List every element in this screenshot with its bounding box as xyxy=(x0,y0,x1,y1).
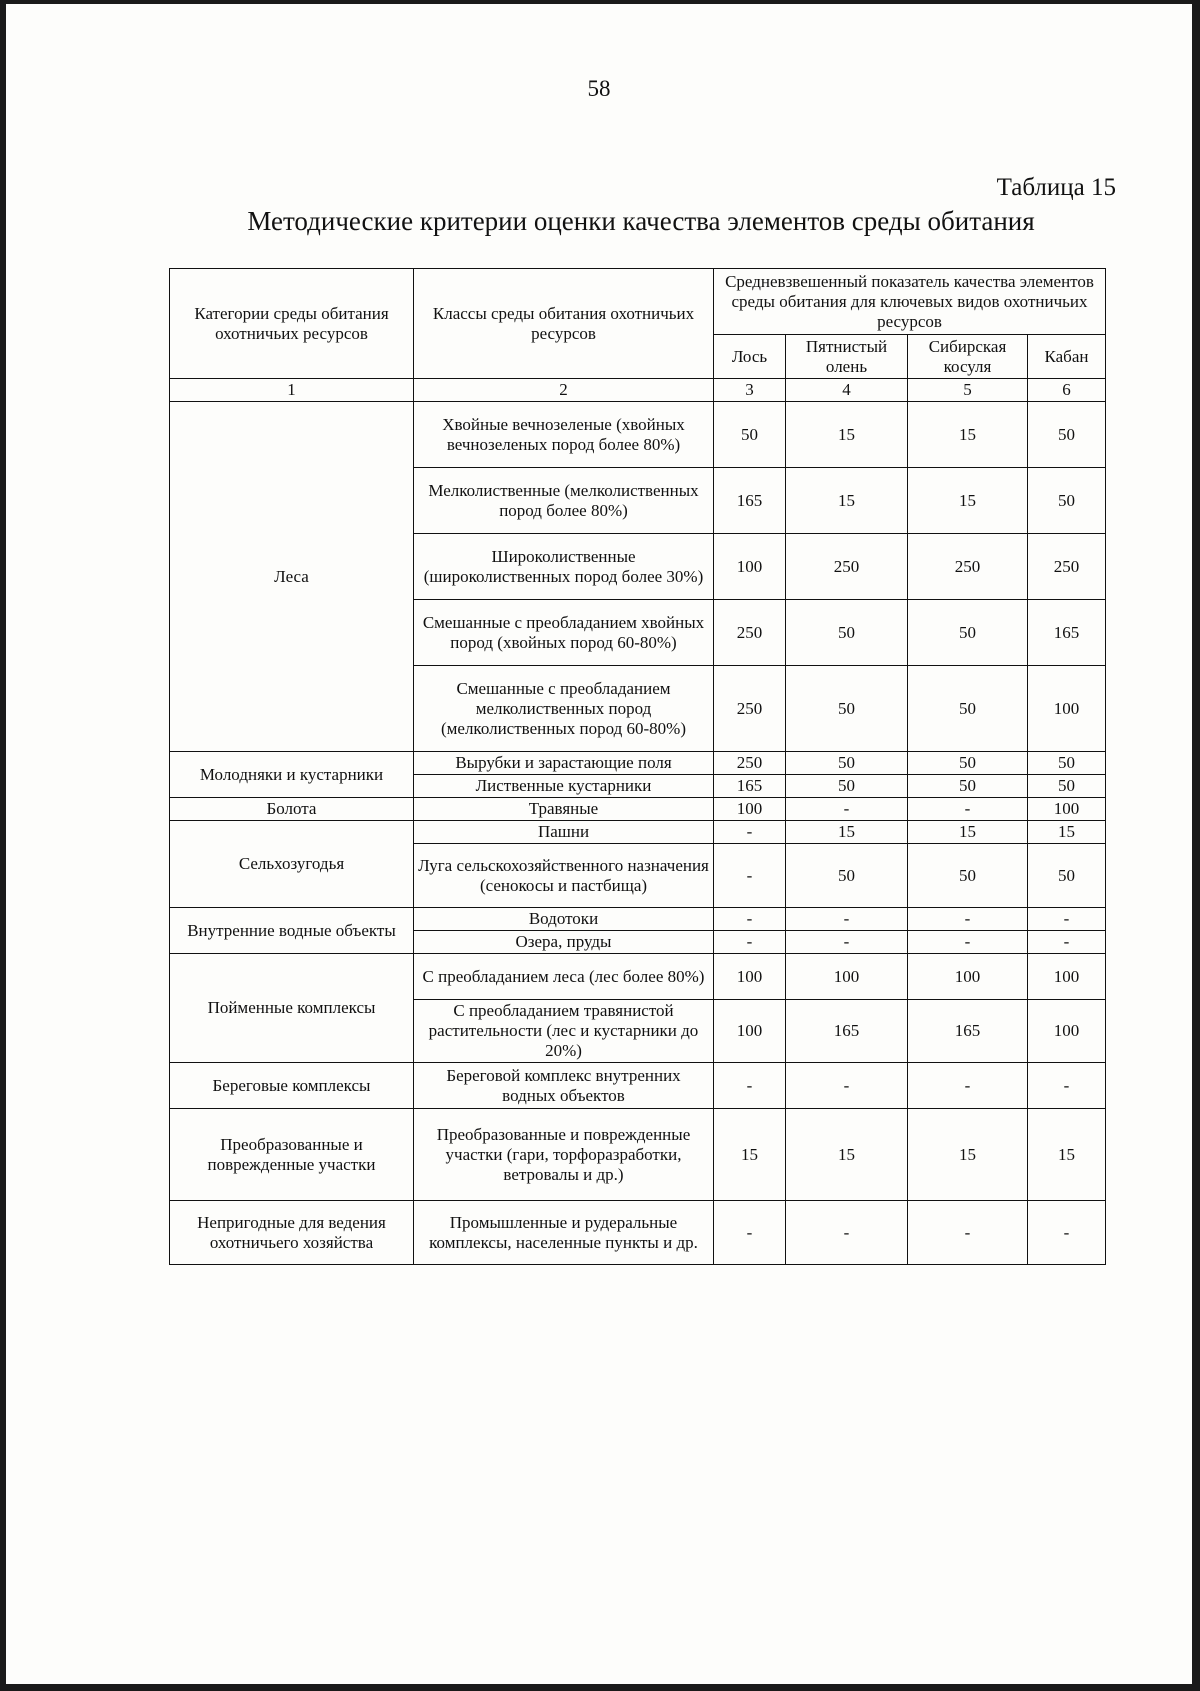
header-species-moose: Лось xyxy=(714,335,786,379)
class-cell: Лиственные кустарники xyxy=(414,775,714,798)
column-number: 4 xyxy=(786,379,908,402)
value-cell: - xyxy=(714,844,786,908)
value-cell: 165 xyxy=(714,775,786,798)
value-cell: 100 xyxy=(714,954,786,1000)
table-row xyxy=(170,1063,1106,1109)
value-cell: 15 xyxy=(908,821,1028,844)
column-number: 6 xyxy=(1028,379,1106,402)
class-cell: Водотоки xyxy=(414,908,714,931)
table-row xyxy=(170,908,1106,931)
class-cell: Луга сельскохозяйственного назначения (сенокосы и пастбища) xyxy=(414,844,714,908)
header-species-boar: Кабан xyxy=(1028,335,1106,379)
value-cell: - xyxy=(908,1201,1028,1265)
category-cell: Болота xyxy=(170,798,414,821)
value-cell: 15 xyxy=(1028,821,1106,844)
class-cell: Береговой комплекс внутренних водных объектов xyxy=(414,1063,714,1109)
table-label: Таблица 15 xyxy=(996,174,1116,201)
value-cell: - xyxy=(1028,931,1106,954)
value-cell: - xyxy=(908,798,1028,821)
value-cell: 165 xyxy=(714,468,786,534)
value-cell: - xyxy=(714,1063,786,1109)
table-row xyxy=(170,1201,1106,1265)
value-cell: 15 xyxy=(786,402,908,468)
category-cell: Леса xyxy=(170,402,414,752)
class-cell: С преобладанием леса (лес более 80%) xyxy=(414,954,714,1000)
value-cell: 50 xyxy=(908,752,1028,775)
class-cell: Преобразованные и поврежденные участки (гари, торфоразработки, ветровалы и др.) xyxy=(414,1109,714,1201)
value-cell: 100 xyxy=(1028,954,1106,1000)
page-number: 58 xyxy=(587,76,611,101)
value-cell: - xyxy=(714,908,786,931)
value-cell: - xyxy=(786,1063,908,1109)
value-cell: 50 xyxy=(1028,402,1106,468)
value-cell: 165 xyxy=(1028,600,1106,666)
value-cell: - xyxy=(908,931,1028,954)
value-cell: 15 xyxy=(786,468,908,534)
header-indicator: Средневзвешенный показатель качества элементов среды обитания для ключевых видов охотничьих ресурсов xyxy=(714,269,1106,335)
document-page xyxy=(6,4,1192,1684)
class-cell: Травяные xyxy=(414,798,714,821)
header-class: Классы среды обитания охотничьих ресурсов xyxy=(414,269,714,379)
value-cell: 100 xyxy=(714,534,786,600)
class-cell: Вырубки и зарастающие поля xyxy=(414,752,714,775)
value-cell: 100 xyxy=(714,798,786,821)
value-cell: - xyxy=(714,931,786,954)
value-cell: 100 xyxy=(714,1000,786,1063)
value-cell: - xyxy=(1028,908,1106,931)
class-cell: С преобладанием травянистой растительности (лес и кустарники до 20%) xyxy=(414,1000,714,1063)
value-cell: 15 xyxy=(908,402,1028,468)
value-cell: - xyxy=(714,1201,786,1265)
class-cell: Смешанные с преобладанием мелколиственных пород (мелколиственных пород 60-80%) xyxy=(414,666,714,752)
value-cell: 50 xyxy=(908,600,1028,666)
header-species-roe-deer: Сибирская косуля xyxy=(908,335,1028,379)
value-cell: 15 xyxy=(786,1109,908,1201)
value-cell: 250 xyxy=(908,534,1028,600)
value-cell: - xyxy=(908,908,1028,931)
class-cell: Пашни xyxy=(414,821,714,844)
header-species-sika-deer: Пятнистый олень xyxy=(786,335,908,379)
table-row xyxy=(170,821,1106,844)
value-cell: - xyxy=(908,1063,1028,1109)
value-cell: 50 xyxy=(908,666,1028,752)
value-cell: 250 xyxy=(1028,534,1106,600)
value-cell: 100 xyxy=(1028,666,1106,752)
class-cell: Широколиственные (широколиственных пород более 30%) xyxy=(414,534,714,600)
value-cell: 15 xyxy=(908,1109,1028,1201)
value-cell: - xyxy=(714,821,786,844)
value-cell: 100 xyxy=(1028,798,1106,821)
table-row xyxy=(170,954,1106,1000)
value-cell: 15 xyxy=(786,821,908,844)
table-title: Методические критерии оценки качества элементов среды обитания xyxy=(247,206,1035,236)
table-row xyxy=(170,402,1106,468)
value-cell: - xyxy=(1028,1063,1106,1109)
value-cell: 250 xyxy=(714,600,786,666)
category-cell: Береговые комплексы xyxy=(170,1063,414,1109)
value-cell: 165 xyxy=(786,1000,908,1063)
value-cell: 15 xyxy=(1028,1109,1106,1201)
class-cell: Мелколиственные (мелколиственных пород более 80%) xyxy=(414,468,714,534)
value-cell: 50 xyxy=(1028,844,1106,908)
class-cell: Смешанные с преобладанием хвойных пород (хвойных пород 60-80%) xyxy=(414,600,714,666)
value-cell: 50 xyxy=(714,402,786,468)
column-number: 5 xyxy=(908,379,1028,402)
category-cell: Преобразованные и поврежденные участки xyxy=(170,1109,414,1201)
table-row xyxy=(170,1109,1106,1201)
column-number: 1 xyxy=(170,379,414,402)
value-cell: 15 xyxy=(714,1109,786,1201)
value-cell: 100 xyxy=(908,954,1028,1000)
category-cell: Сельхозугодья xyxy=(170,821,414,908)
table-row xyxy=(170,798,1106,821)
value-cell: 250 xyxy=(786,534,908,600)
value-cell: 50 xyxy=(1028,775,1106,798)
value-cell: 50 xyxy=(786,844,908,908)
value-cell: 50 xyxy=(908,844,1028,908)
value-cell: 250 xyxy=(714,666,786,752)
value-cell: - xyxy=(786,931,908,954)
value-cell: 15 xyxy=(908,468,1028,534)
value-cell: 50 xyxy=(908,775,1028,798)
value-cell: 100 xyxy=(786,954,908,1000)
column-number: 2 xyxy=(414,379,714,402)
value-cell: 50 xyxy=(786,666,908,752)
value-cell: 250 xyxy=(714,752,786,775)
category-cell: Внутренние водные объекты xyxy=(170,908,414,954)
category-cell: Молодняки и кустарники xyxy=(170,752,414,798)
category-cell: Непригодные для ведения охотничьего хозяйства xyxy=(170,1201,414,1265)
class-cell: Озера, пруды xyxy=(414,931,714,954)
value-cell: 50 xyxy=(786,600,908,666)
header-category: Категории среды обитания охотничьих ресурсов xyxy=(170,269,414,379)
category-cell: Пойменные комплексы xyxy=(170,954,414,1063)
value-cell: 50 xyxy=(786,752,908,775)
column-numbers-row xyxy=(170,379,1106,402)
value-cell: - xyxy=(1028,1201,1106,1265)
value-cell: 100 xyxy=(1028,1000,1106,1063)
table-row xyxy=(170,752,1106,775)
value-cell: 50 xyxy=(1028,468,1106,534)
class-cell: Промышленные и рудеральные комплексы, населенные пункты и др. xyxy=(414,1201,714,1265)
value-cell: 50 xyxy=(786,775,908,798)
value-cell: - xyxy=(786,798,908,821)
table-body xyxy=(170,402,1106,1265)
column-number: 3 xyxy=(714,379,786,402)
value-cell: - xyxy=(786,1201,908,1265)
value-cell: - xyxy=(786,908,908,931)
criteria-table xyxy=(169,268,1106,1265)
value-cell: 50 xyxy=(1028,752,1106,775)
class-cell: Хвойные вечнозеленые (хвойных вечнозеленых пород более 80%) xyxy=(414,402,714,468)
value-cell: 165 xyxy=(908,1000,1028,1063)
